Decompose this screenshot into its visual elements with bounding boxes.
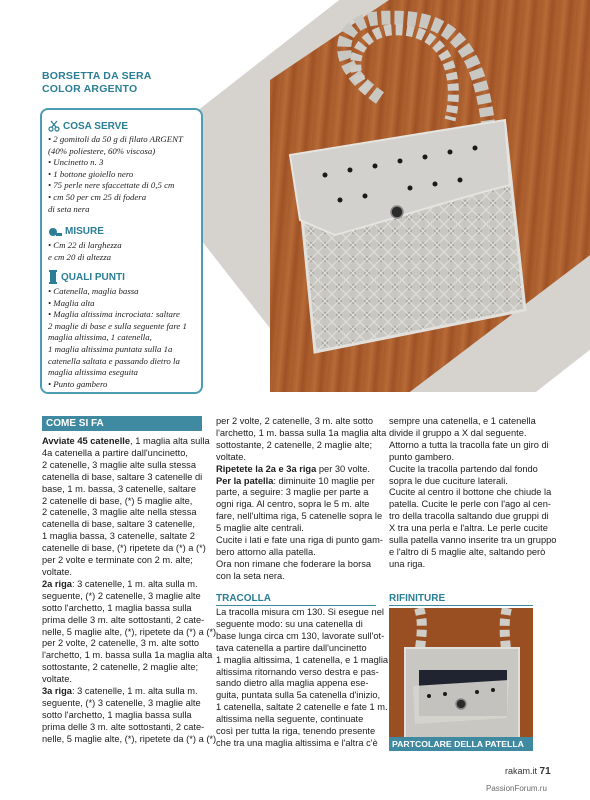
text-line: prima delle 3 m. alte sottostanti, 2 cate- [42,614,205,625]
text-line: 2 catenelle, 3 maglie alte sulla stessa [42,459,197,470]
flap-detail-photo [389,608,533,750]
text-line: Avviate 45 catenelle, 1 maglia alta sulla [42,436,210,446]
page-footer [505,766,551,777]
instructions-column-3 [389,416,556,571]
how-to-heading: COME SI FA [42,416,202,431]
list-item: 1 maglia altissima puntata sulla 1a [48,343,173,354]
list-item: 2 maglie di base e sulla seguente fare 1 [48,320,187,331]
list-item: • Cm 22 di larghezza [48,240,122,250]
page-number: 71 [539,766,551,777]
text-line: Ora non rimane che foderare la borsa [216,558,372,569]
text-line: voltate. [216,451,246,462]
text-line: seguente, (*) 3 catenelle, 3 maglie alte [42,697,201,708]
text-line: 5 maglie alte centrali. [216,523,304,534]
list-item: maglia altissima eseguita [48,367,138,378]
text-line: nelle, 5 maglie alte, (*), ripetete da (*) a (*) [42,626,217,637]
text-line: tava catenella a partire dall'uncinetto [216,642,367,653]
text-line: base, 1 m. bassa, 3 catenelle, saltare [42,483,197,494]
text-line: seguente modo: su una catenella di [216,618,363,629]
project-title-line1: BORSETTA DA SERA [42,70,152,82]
materials-info-box [40,108,203,394]
text-line: 3a riga: 3 catenelle, 1 m. alta sulla m. [42,686,198,697]
text-line: una riga. [389,558,426,569]
list-item: • Uncinetto n. 3 [48,157,104,168]
text-line: 2 catenelle, 3 maglie alte nella stessa [42,507,197,518]
text-line: per 2 volte e terminate con 2 m. alte; [42,555,193,566]
project-title [42,70,152,96]
text-line: parte, a seguire: 3 maglie per parte a [216,487,369,498]
scissors-icon [48,120,60,132]
text-line: e l'altro di 5 maglie alte, saltando però [389,546,546,557]
tape-measure-icon [48,227,62,237]
strap-instructions [216,607,388,750]
measures-heading [48,226,104,237]
text-line: 4a catenella a partire dall'uncinetto, [42,447,188,458]
text-line: bero attorno alla patella. [216,546,316,557]
text-line: catenelle di base, (*) ripetete da (*) a (*) [42,543,206,554]
text-line: voltate. [42,674,72,685]
materials-heading-text: COSA SERVE [63,120,129,132]
text-line: fare, nell'ultima riga, 5 catenelle sopra le [216,511,383,522]
text-line: 2 catenelle di base, (*) 5 maglie alte, [42,495,193,506]
list-item: • cm 50 per cm 25 di fodera [48,191,147,202]
main-bag-photo [150,0,590,392]
text-line: 2a riga: 3 catenelle, 1 m. alta sulla m. [42,578,198,589]
list-item: maglia altissima, 1 catenella, [48,332,152,343]
text-line: tro della tracolla saltando due gruppi di [389,511,549,522]
list-item: • Catenella, maglia bassa [48,286,139,296]
text-line: divide il gruppo a X dal seguente. [389,427,527,438]
measures-heading-text: MISURE [65,226,104,237]
text-line: che tra una maglia altissima e l'altra c'è [216,737,378,748]
text-line: patella. Cucite le perle con l'ago al cen- [389,499,551,510]
text-line: 1 catenella, saltate 2 catenelle e fate 1 m. [216,702,388,713]
text-line: Per la patella: diminuite 10 maglie per [216,475,375,486]
text-line: catenella di base, saltare 3 catenelle, [42,519,195,530]
detail-caption: PARTCOLARE DELLA PATELLA [389,737,533,751]
text-line: l'archetto, 1 m. bassa sulla 1a maglia alta [216,427,387,438]
text-line: sempre una catenella, e 1 catenella [389,416,536,426]
list-item: (40% poliestere, 60% viscosa) [48,145,156,156]
list-item: • 1 bottone gioiello nero [48,168,134,179]
text-line: punto gambero. [389,451,455,462]
list-item: di seta nera [48,203,90,214]
list-item: • 75 perle nere sfaccettate di 0,5 cm [48,180,175,191]
text-line: Attorno a tutta la tracolla fate un giro di [389,439,549,450]
text-line: 1 maglia bassa, 3 catenelle, saltate 2 [42,531,195,542]
instructions-column-1 [42,436,216,746]
stitches-heading [48,270,125,284]
text-line: X tra una perla e l'altra. Le perle cucite [389,523,548,534]
text-line: 1 maglia altissima, 1 catenella, e 1 maglia [216,654,389,665]
text-line: nelle, 5 maglie alte, (*), ripetete da (*) a (*) [42,733,217,744]
text-line: Cucite al centro il bottone che chiude la [389,487,552,498]
finishing-heading: RIFINITURE [389,593,446,604]
text-line: sando dietro alla maglia appena ese- [216,678,369,689]
text-line: così per tutta la riga, tenendo presente [216,726,376,737]
stitches-list [48,286,187,390]
list-item: • Maglia altissima incrociata: saltare [48,309,180,320]
list-item: • 2 gomitoli da 50 g di filato ARGENT [48,134,183,144]
text-line: sulla patella vanno inserite tra un gruppo [389,535,557,546]
text-line: sopra le due cuciture laterali. [389,475,508,486]
text-line: altissima nella seguente, continuate [216,714,364,725]
text-line: sottostante, 2 catenelle, 2 maglie alte; [216,439,373,450]
strap-heading-rule [216,605,376,606]
list-item: e cm 20 di altezza [48,251,112,262]
text-line: prima delle 3 m. alte sottostanti, 2 cate- [42,721,205,732]
text-line: ogni riga. Al centro, sopra le 5 m. alte [216,499,370,510]
text-line: Cucite i lati e fate una riga di punto gam- [216,535,383,546]
finishing-heading-rule [389,605,533,606]
text-line: voltate. [42,566,72,577]
text-line: Cucite la tracolla partendo dal fondo [389,463,538,474]
text-line: altissima ritornando verso destra e pas- [216,666,379,677]
list-item: catenella saltata e passando dietro la [48,355,180,366]
crochet-bag-illustration [150,0,590,392]
text-line: base lunga circa cm 130, lavorate sull'ot- [216,630,385,641]
list-item: • Maglia alta [48,297,95,308]
text-line: sotto l'archetto, 1 maglia bassa sulla [42,602,192,613]
text-line: l'archetto, 1 m. bassa sulla 1a maglia alta [42,650,213,661]
text-line: catenella di base, saltare 3 catenelle di [42,471,203,482]
text-line: sottostante, 2 catenelle, 2 maglie alte; [42,662,199,673]
text-line: sotto l'archetto, 1 maglia bassa sulla [42,709,192,720]
list-item: • Punto gambero [48,378,108,389]
materials-heading [48,120,128,132]
site-name: rakam.it [505,766,538,776]
text-line: La tracolla misura cm 130. Si esegue nel [216,607,384,617]
project-title-line2: COLOR ARGENTO [42,83,138,95]
measures-list [48,240,122,263]
flap-detail-illustration [389,608,533,750]
text-line: Ripetete la 2a e 3a riga per 30 volte. [216,463,371,474]
text-line: per 2 volte, 2 catenelle, 3 m. alte sotto [216,416,374,426]
text-line: seguente, (*) 2 catenelle, 3 maglie alte [42,590,201,601]
instructions-column-2 [216,416,386,583]
stitches-heading-text: QUALI PUNTI [61,271,125,283]
text-line: guita, puntata sulla 5a catenella d'inizio, [216,690,381,701]
yarn-spool-icon [48,270,58,284]
text-line: con la seta nera. [216,570,285,581]
strap-heading: TRACOLLA [216,593,271,604]
materials-list [48,134,183,215]
text-line: per 2 volte, 2 catenelle, 3 m. alte sotto [42,638,200,649]
watermark: PassionForum.ru [486,784,547,793]
